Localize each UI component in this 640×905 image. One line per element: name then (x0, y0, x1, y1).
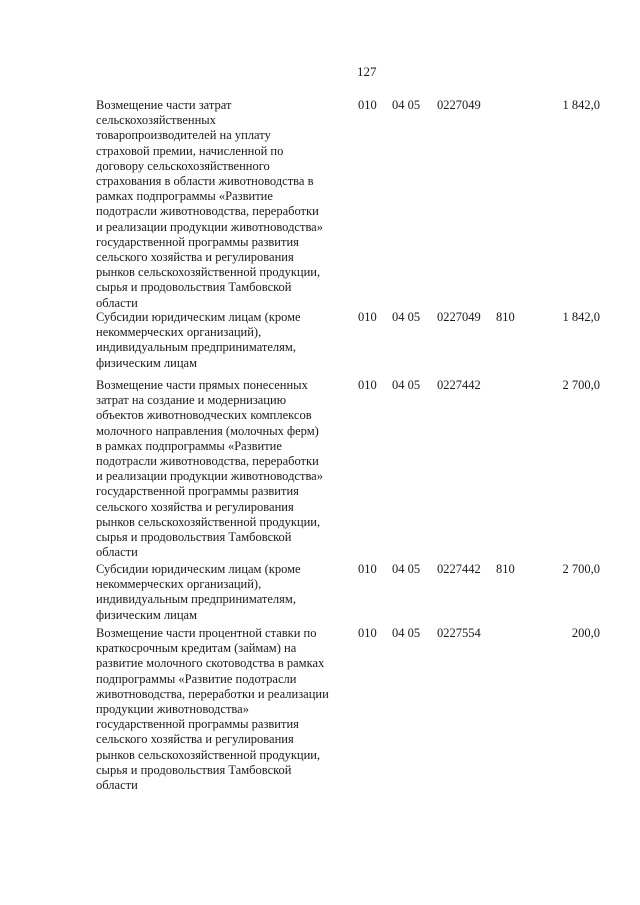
row-description: Возмещение части процентной ставки по краткосрочным кредитам (займам) на развитие молочного скотоводства в рамках подпрограммы «Развитие подотрасли животноводства, переработки и реализации продукции животноводства» государственной программы развития сельского хозяйства и регулирования рынков сельскохозяйственной продукции, сырья и продовольствия Тамбовской области (96, 626, 329, 793)
section-code: 04 05 (392, 562, 421, 576)
table-row (0, 562, 640, 626)
ministry-code: 010 (358, 626, 377, 640)
ministry-code: 010 (358, 562, 377, 576)
table-row (0, 626, 640, 806)
section-code: 04 05 (392, 310, 421, 324)
table-row (0, 310, 640, 378)
amount-value: 2 700,0 (562, 378, 600, 392)
article-code: 0227049 (437, 98, 481, 112)
section-code: 04 05 (392, 626, 421, 640)
table-row (0, 98, 640, 310)
article-code: 0227442 (437, 562, 481, 576)
expense-type-code: 810 (496, 310, 515, 324)
amount-value: 200,0 (571, 626, 600, 640)
row-description: Субсидии юридическим лицам (кроме некоммерческих организаций), индивидуальным предпринимателям, физическим лицам (96, 562, 301, 622)
row-description: Возмещение части прямых понесенных затрат на создание и модернизацию объектов животноводческих комплексов молочного направления (молочных ферм) в рамках подпрограммы «Развитие подотрасли животноводства, переработки и реализации продукции животноводства» государственной программы развития сельского хозяйства и регулирования рынков сельскохозяйственной продукции, сырья и продовольствия Тамбовской области (96, 378, 323, 560)
row-description: Субсидии юридическим лицам (кроме некоммерческих организаций), индивидуальным предпринимателям, физическим лицам (96, 310, 301, 370)
ministry-code: 010 (358, 378, 377, 392)
article-code: 0227442 (437, 378, 481, 392)
table-row (0, 378, 640, 562)
article-code: 0227049 (437, 310, 481, 324)
page-number: 127 (357, 64, 377, 79)
expense-type-code: 810 (496, 562, 515, 576)
ministry-code: 010 (358, 310, 377, 324)
section-code: 04 05 (392, 98, 421, 112)
ministry-code: 010 (358, 98, 377, 112)
article-code: 0227554 (437, 626, 481, 640)
amount-value: 1 842,0 (562, 98, 600, 112)
row-description: Возмещение части затрат сельскохозяйственных товаропроизводителей на уплату страховой премии, начисленной по договору сельскохозяйственного страхования в области животноводства в рамках подпрограммы «Развитие подотрасли животноводства, переработки и реализации продукции животноводства» государственной программы развития сельского хозяйства и регулирования рынков сельскохозяйственной продукции, сырья и продовольствия Тамбовской области (96, 98, 323, 310)
budget-table (0, 98, 640, 806)
amount-value: 1 842,0 (562, 310, 600, 324)
amount-value: 2 700,0 (562, 562, 600, 576)
section-code: 04 05 (392, 378, 421, 392)
